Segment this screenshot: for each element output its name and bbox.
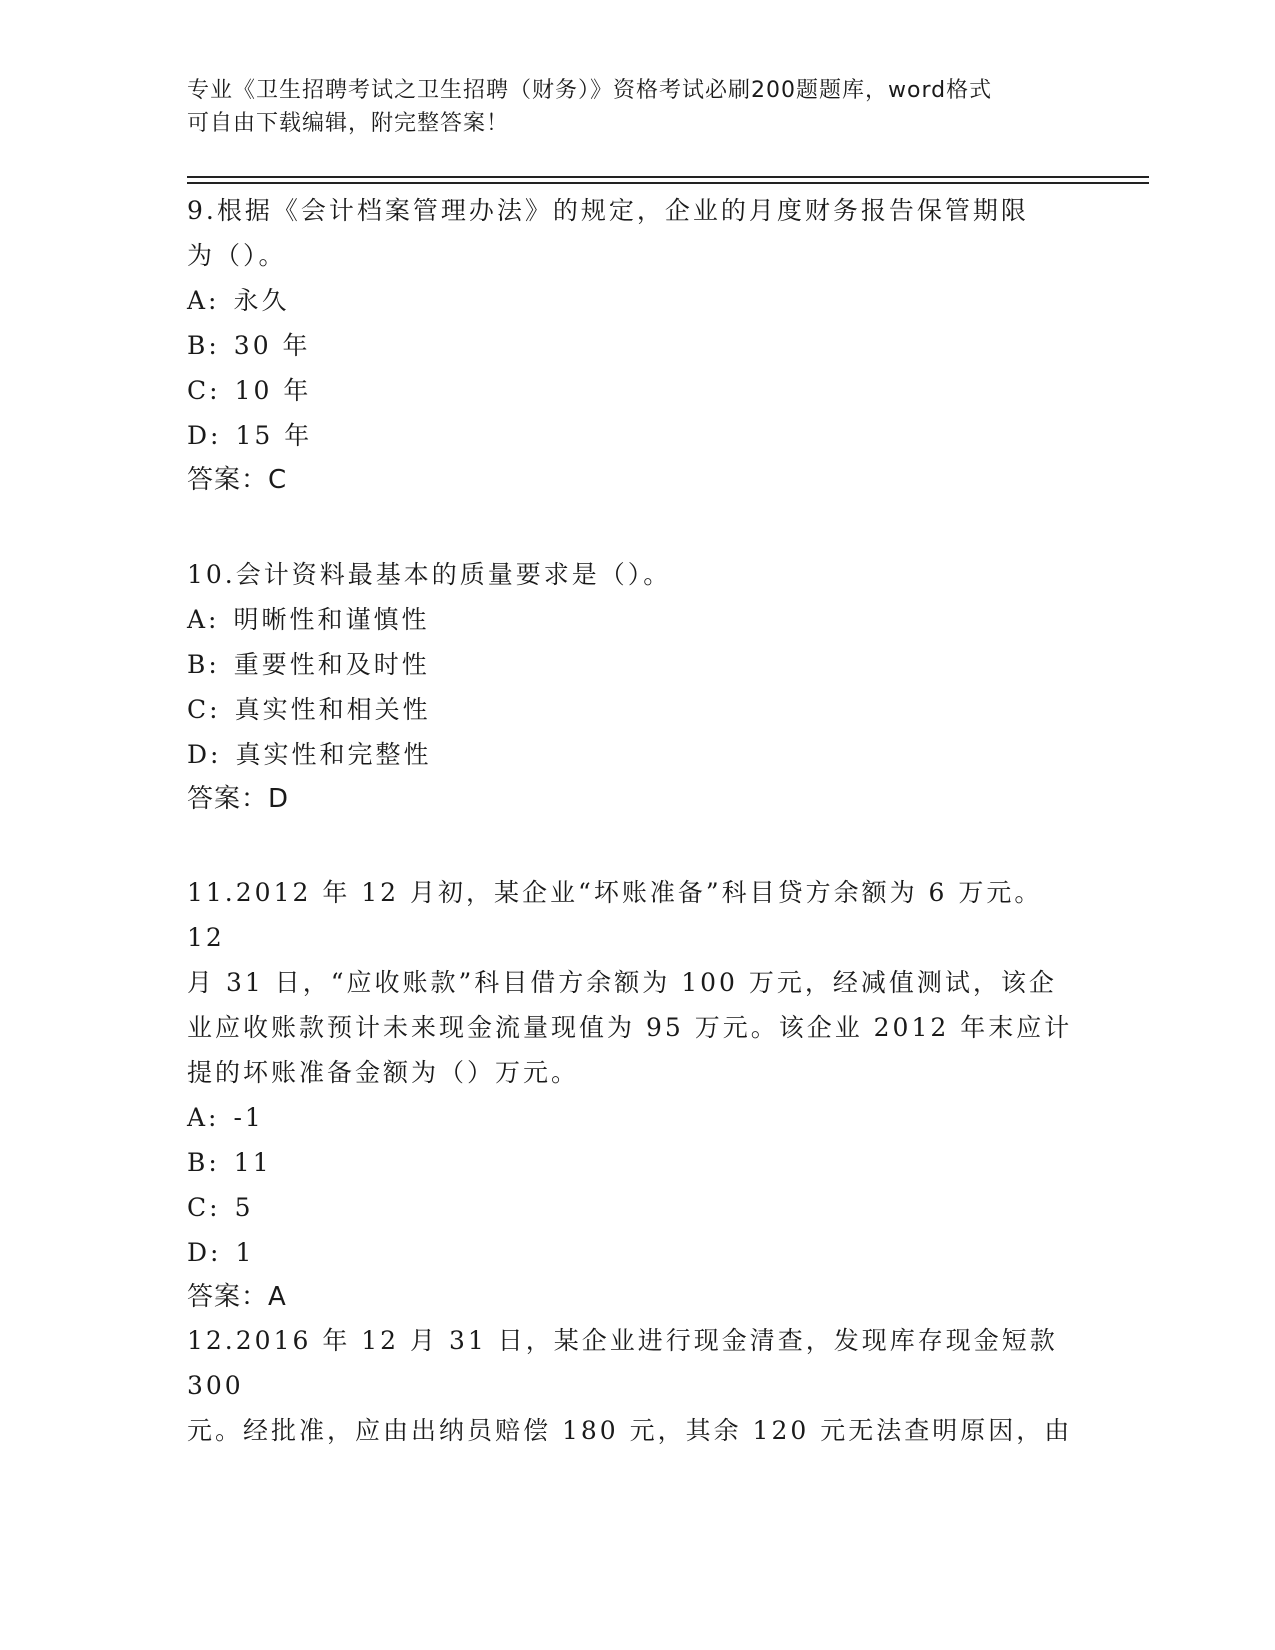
stem-line: 10.会计资料最基本的质量要求是（）。	[187, 560, 672, 589]
question-stem	[187, 1318, 1077, 1453]
question-stem	[187, 188, 1077, 278]
option-text: 永久	[233, 286, 290, 315]
answer: 答案：D	[187, 784, 290, 814]
option-label: B:	[187, 331, 220, 360]
header-divider-top	[187, 176, 1149, 178]
option-b	[187, 1140, 1077, 1185]
option-a	[187, 1095, 1077, 1140]
option-label: A:	[187, 1103, 220, 1132]
stem-line: 元。经批准，应由出纳员赔偿 180 元，其余 120 元无法查明原因，由	[187, 1416, 1073, 1445]
option-text: 10 年	[234, 376, 312, 405]
option-text: 真实性和相关性	[234, 695, 431, 724]
question-11	[187, 870, 1077, 1320]
header-divider-bottom	[187, 182, 1149, 184]
option-c	[187, 1185, 1077, 1230]
option-d	[187, 413, 1077, 458]
option-text: 明晰性和谨慎性	[233, 605, 430, 634]
question-12	[187, 1318, 1077, 1453]
option-label: B:	[187, 1148, 220, 1177]
stem-line: 12.2016 年 12 月 31 日，某企业进行现金清查，发现库存现金短款 300	[187, 1326, 1058, 1400]
option-c	[187, 687, 1077, 732]
option-b	[187, 642, 1077, 687]
option-text: 11	[233, 1148, 272, 1177]
answer: 答案：A	[187, 1282, 287, 1312]
option-text: 30 年	[233, 331, 311, 360]
option-label: C:	[187, 376, 221, 405]
option-label: D:	[187, 421, 222, 450]
option-text: -1	[233, 1103, 264, 1132]
option-b	[187, 323, 1077, 368]
option-label: D:	[187, 1238, 222, 1267]
option-a	[187, 278, 1077, 323]
option-label: C:	[187, 695, 221, 724]
option-text: 真实性和完整性	[235, 740, 432, 769]
option-label: D:	[187, 740, 222, 769]
stem-line: 为（）。	[187, 241, 287, 270]
stem-line: 业应收账款预计未来现金流量现值为 95 万元。该企业 2012 年末应计	[187, 1013, 1073, 1042]
question-stem	[187, 552, 1077, 597]
question-9	[187, 188, 1077, 503]
option-text: 5	[234, 1193, 254, 1222]
stem-line: 月 31 日，“应收账款”科目借方余额为 100 万元，经减值测试，该企	[187, 968, 1057, 997]
stem-line: 9.根据《会计档案管理办法》的规定，企业的月度财务报告保管期限	[187, 196, 1029, 225]
option-label: C:	[187, 1193, 221, 1222]
option-text: 1	[235, 1238, 255, 1267]
option-a	[187, 597, 1077, 642]
answer: 答案：C	[187, 465, 288, 495]
stem-line: 11.2012 年 12 月初，某企业“坏账准备”科目贷方余额为 6 万元。12	[187, 878, 1043, 952]
option-d	[187, 1230, 1077, 1275]
question-10	[187, 552, 1077, 822]
option-label: A:	[187, 286, 220, 315]
header-line-2: 可自由下载编辑，附完整答案！	[187, 111, 510, 136]
option-d	[187, 732, 1077, 777]
option-label: B:	[187, 650, 220, 679]
option-text: 重要性和及时性	[233, 650, 430, 679]
option-c	[187, 368, 1077, 413]
header-line-1: 专业《卫生招聘考试之卫生招聘（财务）》资格考试必刷200题题库，word格式	[187, 78, 993, 103]
option-text: 15 年	[235, 421, 313, 450]
question-stem	[187, 870, 1077, 1095]
option-label: A:	[187, 605, 220, 634]
document-header	[187, 74, 1067, 140]
stem-line: 提的坏账准备金额为（）万元。	[187, 1058, 580, 1087]
